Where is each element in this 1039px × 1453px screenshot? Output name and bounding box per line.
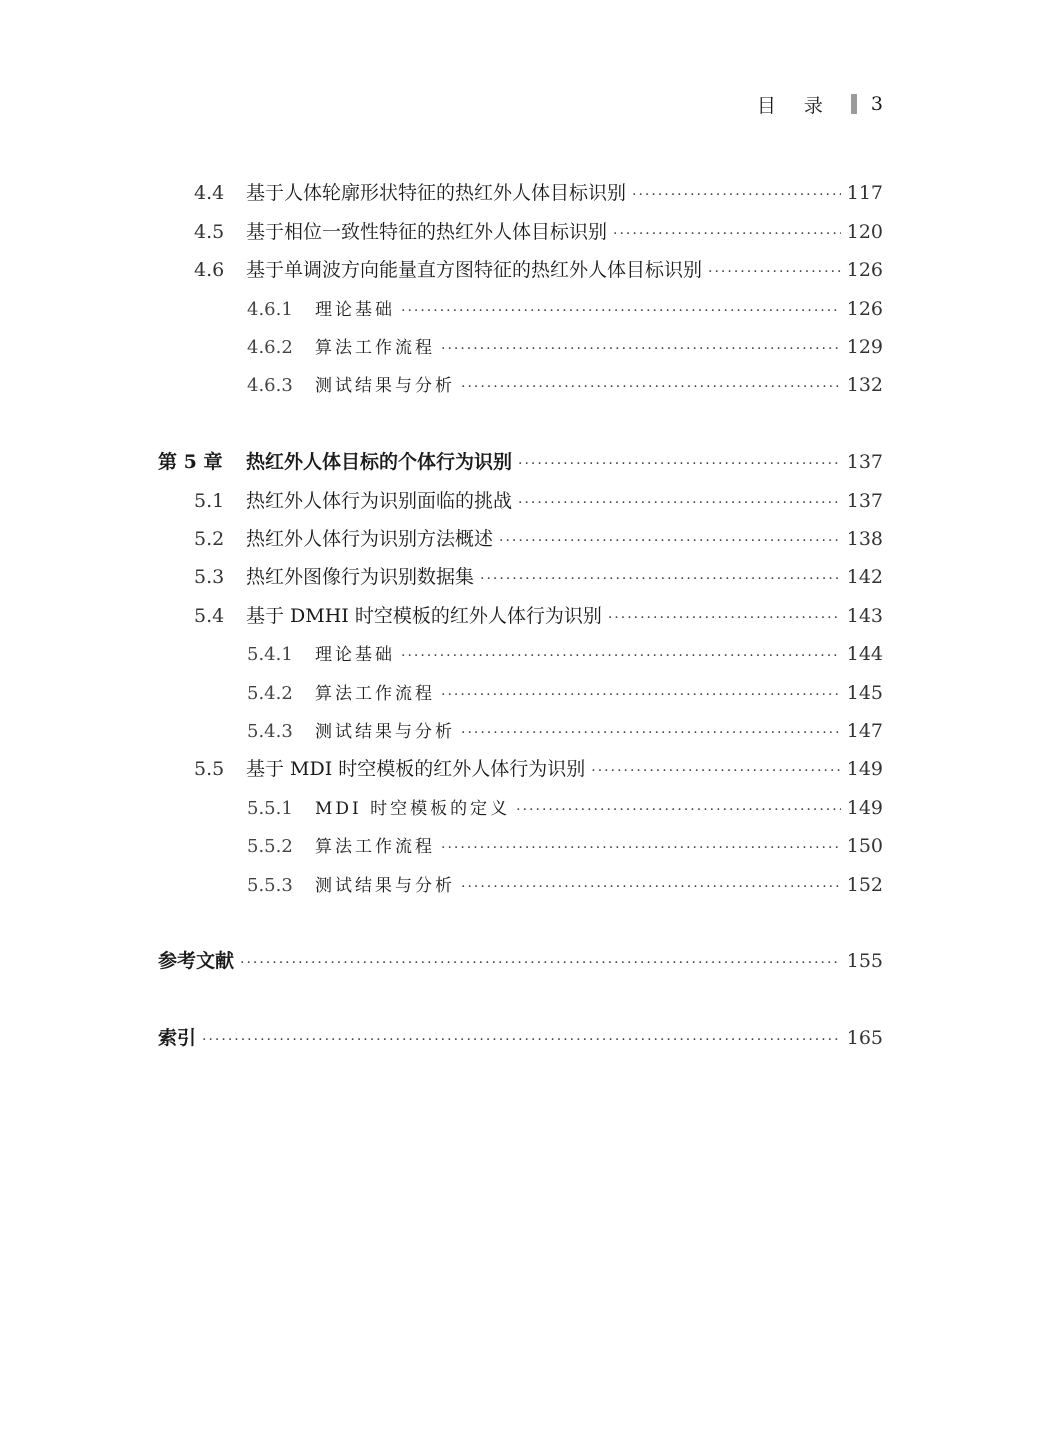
running-header-page-number: 3 [870,93,883,115]
toc-entry-number: 4.6.1 [247,299,293,320]
toc-entry-page: 137 [846,451,883,473]
toc-entry-title: 理论基础 [315,300,395,320]
toc-entry-title: MDI 时空模板的定义 [315,799,511,819]
toc-chapter-entry[interactable] [158,447,883,477]
toc-entry-number: 5.4.3 [247,721,293,742]
toc-entry-title: 热红外人体行为识别面临的挑战 [246,490,513,512]
toc-back-matter-entry[interactable] [158,1023,883,1053]
toc-entry-number: 5.4.1 [247,644,293,665]
dot-leader [461,372,841,402]
toc-entry-number: 4.6.2 [247,337,293,358]
toc-entry-number: 5.5.2 [247,836,293,857]
dot-leader [240,948,841,978]
dot-leader [708,257,841,287]
toc-entry-number: 4.6 [194,259,225,281]
toc-entry-title: 测试结果与分析 [315,722,455,742]
dot-leader [518,488,841,518]
toc-chapter-title: 热红外人体目标的个体行为识别 [246,451,513,473]
toc-entry-title: 基于相位一致性特征的热红外人体目标识别 [246,221,608,243]
toc-entry[interactable] [194,524,883,554]
toc-subentry[interactable] [247,831,883,861]
toc-subentry[interactable] [247,870,883,900]
toc-entry[interactable] [194,601,883,631]
dot-leader [401,296,841,326]
toc-entry-title: 算法工作流程 [315,684,435,704]
toc-entry-title: 测试结果与分析 [315,376,455,396]
toc-entry-number: 4.6.3 [247,375,293,396]
running-header-title: 目录 [756,94,851,117]
toc-subentry[interactable] [247,332,883,362]
toc-entry-title: 参考文献 [158,950,235,972]
toc-entry-title: 算法工作流程 [315,837,435,857]
dot-leader [461,718,841,748]
toc-entry[interactable] [194,255,883,285]
toc-subentry[interactable] [247,678,883,708]
dot-leader [441,833,841,863]
toc-entry-number: 5.4.2 [247,683,293,704]
toc-entry-title: 热红外图像行为识别数据集 [246,566,475,588]
toc-entry-number: 5.2 [194,528,225,550]
toc-subentry[interactable] [247,294,883,324]
toc-entry-page: 129 [846,336,883,358]
toc-entry-title: 算法工作流程 [315,338,435,358]
toc-entry-number: 5.4 [194,605,225,627]
dot-leader [499,526,841,556]
header-divider-bar [851,94,857,114]
dot-leader [608,603,841,633]
toc-entry-page: 147 [846,720,883,742]
toc-entry-title: 基于 MDI 时空模板的红外人体行为识别 [246,758,586,780]
toc-subentry[interactable] [247,639,883,669]
toc-entry-number: 5.5.1 [247,798,293,819]
dot-leader [518,449,841,479]
toc-entry-title: 基于 DMHI 时空模板的红外人体行为识别 [246,605,602,627]
toc-subentry[interactable] [247,716,883,746]
toc-entry[interactable] [194,562,883,592]
toc-entry-title: 理论基础 [315,645,395,665]
toc-entry-page: 142 [846,566,883,588]
toc-entry-title: 基于人体轮廓形状特征的热红外人体目标识别 [246,182,627,204]
toc-entry-number: 4.4 [194,182,225,204]
dot-leader [632,180,841,210]
toc-entry-number: 5.5.3 [247,875,293,896]
running-header [757,90,883,118]
toc-entry-number: 5.1 [194,490,225,512]
toc-entry-page: 144 [846,643,883,665]
toc-entry-number: 5.3 [194,566,225,588]
toc-entry-page: 120 [846,221,883,243]
dot-leader [516,795,841,825]
toc-entry-page: 149 [846,758,883,780]
dot-leader [461,872,841,902]
toc-entry-page: 145 [846,682,883,704]
toc-entry-page: 137 [846,490,883,512]
dot-leader [441,334,841,364]
toc-entry-page: 152 [846,874,883,896]
toc-entry-page: 165 [846,1027,883,1049]
dot-leader [591,756,840,786]
toc-entry[interactable] [194,486,883,516]
toc-entry-page: 155 [846,950,883,972]
toc-entry-page: 126 [846,298,883,320]
toc-entry[interactable] [194,178,883,208]
dot-leader [401,641,841,671]
toc-entry-title: 热红外人体行为识别方法概述 [246,528,494,550]
toc-entry-number: 4.5 [194,221,225,243]
dot-leader [613,219,841,249]
toc-entry-title: 测试结果与分析 [315,876,455,896]
toc-entry[interactable] [194,754,883,784]
toc-entry-page: 126 [846,259,883,281]
dot-leader [480,564,841,594]
toc-entry-page: 143 [846,605,883,627]
toc-entry-page: 149 [846,797,883,819]
toc-entry-page: 138 [846,528,883,550]
toc-entry-page: 132 [846,374,883,396]
toc-subentry[interactable] [247,370,883,400]
toc-entry-title: 基于单调波方向能量直方图特征的热红外人体目标识别 [246,259,703,281]
toc-entry-number: 5.5 [194,758,225,780]
toc-entry-title: 索引 [158,1027,197,1049]
dot-leader [441,680,841,710]
toc-entry-page: 150 [846,835,883,857]
toc-chapter-number: 第 5 章 [158,451,223,473]
toc-entry[interactable] [194,217,883,247]
toc-back-matter-entry[interactable] [158,946,883,976]
dot-leader [202,1025,841,1055]
toc-entry-page: 117 [846,182,883,204]
toc-subentry[interactable] [247,793,883,823]
